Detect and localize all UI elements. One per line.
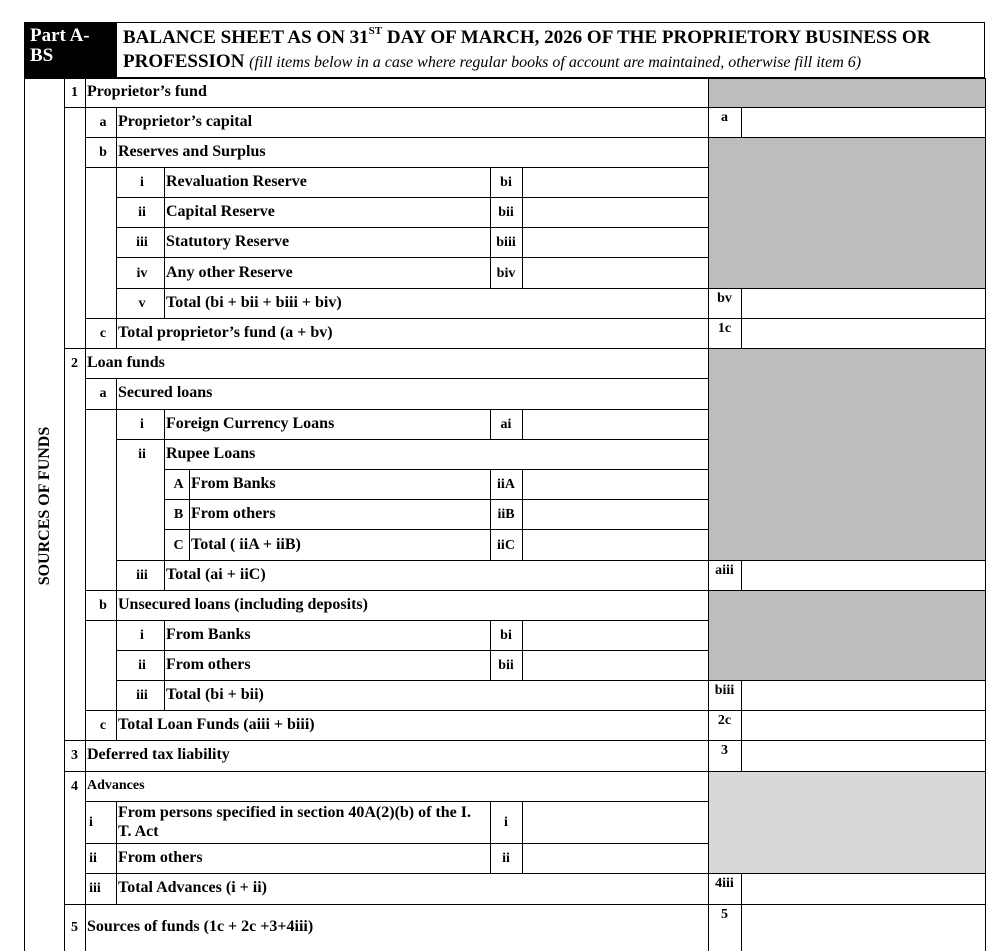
row-4i-num: i — [89, 815, 93, 830]
total-secured-loans-input[interactable] — [742, 561, 985, 590]
row-2aiii-code: aiii — [715, 563, 734, 578]
row-3-code: 3 — [721, 743, 728, 758]
row-1biv-label: Any other Reserve — [166, 264, 293, 281]
title-rest: DAY OF MARCH, 2026 OF THE PROPRIETORY BUSINESS OR PROFESSION — [123, 27, 931, 72]
row-2a-label: Secured loans — [118, 384, 213, 401]
rupee-loans-others-input[interactable] — [523, 500, 708, 529]
shaded-area-2b — [708, 591, 985, 681]
row-2bii-code: bii — [498, 658, 514, 673]
row-2c-label: Total Loan Funds (aiii + biii) — [118, 716, 315, 733]
row-1c-label: Total proprietor’s fund (a + bv) — [118, 324, 333, 341]
row-2aii-label: Rupee Loans — [166, 445, 256, 462]
row-4-label: Advances — [87, 778, 145, 793]
row-2aii-num: ii — [138, 447, 146, 462]
row-4-num: 4 — [71, 779, 78, 794]
title-note: (fill items below in a case where regular books of account are maintained, otherwise fill item 6) — [249, 54, 862, 71]
row-2aiiB-code: iiB — [497, 507, 515, 522]
row-2ai-label: Foreign Currency Loans — [166, 415, 335, 432]
row-2biii-label: Total (bi + bii) — [166, 686, 264, 703]
row-4i-code: i — [504, 815, 508, 830]
row-5-num: 5 — [71, 920, 78, 935]
shaded-area-1 — [708, 79, 985, 107]
row-1bii-label: Capital Reserve — [166, 203, 275, 220]
row-1bi-code: bi — [500, 175, 512, 190]
row-2bii-label: From others — [166, 656, 251, 673]
total-proprietors-fund-input[interactable] — [742, 319, 985, 348]
row-1bv-num: v — [138, 296, 146, 311]
title-superscript: ST — [368, 25, 383, 37]
total-unsecured-input[interactable] — [742, 681, 985, 710]
row-1biii-code: biii — [496, 235, 516, 250]
row-1biv-num: iv — [136, 266, 148, 281]
total-reserves-input[interactable] — [742, 289, 985, 318]
form-title — [117, 22, 985, 78]
row-1biii-num: iii — [136, 235, 148, 250]
row-1a-num: a — [99, 115, 107, 130]
row-2aiiA-num: A — [173, 477, 184, 492]
row-2aiii-label: Total (ai + iiC) — [166, 566, 266, 583]
row-1c-num: c — [99, 326, 107, 341]
shaded-area-4 — [708, 772, 985, 874]
row-4ii-num: ii — [89, 851, 97, 866]
proprietors-capital-input[interactable] — [742, 108, 985, 137]
row-2aiiA-code: iiA — [497, 477, 515, 492]
row-1bi-label: Revaluation Reserve — [166, 173, 307, 190]
row-1bi-num: i — [140, 175, 144, 190]
row-2biii-num: iii — [136, 688, 148, 703]
title-main: BALANCE SHEET AS ON 31 — [123, 27, 369, 48]
row-1b-num: b — [99, 145, 107, 160]
shaded-area-1b — [708, 138, 985, 288]
row-4iii-code: 4iii — [715, 876, 734, 891]
row-2aiiA-label: From Banks — [191, 475, 276, 492]
row-3-num: 3 — [71, 748, 78, 763]
total-loan-funds-input[interactable] — [742, 711, 985, 740]
row-2aiiB-num: B — [173, 507, 184, 522]
part-label — [24, 22, 117, 78]
row-2a-num: a — [99, 386, 107, 401]
deferred-tax-liability-input[interactable] — [742, 741, 985, 771]
row-1-num: 1 — [71, 85, 78, 100]
row-1bv-code: bv — [717, 291, 732, 306]
capital-reserve-input[interactable] — [523, 198, 708, 227]
row-2aiiC-num: C — [173, 538, 184, 553]
row-4i-label: From persons specified in section 40A(2)(b) of the I. T. Act — [118, 804, 472, 840]
row-4iii-num: iii — [89, 881, 101, 896]
sources-of-funds-label: SOURCES OF FUNDS — [36, 426, 53, 586]
row-1b-label: Reserves and Surplus — [118, 143, 266, 160]
row-2c-num: c — [99, 718, 107, 733]
unsecured-banks-input[interactable] — [523, 621, 708, 650]
row-1bii-num: ii — [138, 205, 146, 220]
shaded-area-2 — [708, 349, 985, 560]
row-4ii-label: From others — [118, 849, 203, 866]
row-1biii-label: Statutory Reserve — [166, 233, 290, 250]
row-2bi-num: i — [140, 628, 144, 643]
row-5-code: 5 — [721, 907, 728, 922]
row-2-num: 2 — [71, 356, 78, 371]
row-2b-label: Unsecured loans (including deposits) — [118, 596, 368, 613]
row-2bi-code: bi — [500, 628, 512, 643]
row-2bi-label: From Banks — [166, 626, 251, 643]
row-2-label: Loan funds — [87, 354, 165, 371]
row-2b-num: b — [99, 598, 107, 613]
advances-others-input[interactable] — [523, 844, 708, 873]
row-1biv-code: biv — [496, 266, 516, 281]
row-2aiiC-code: iiC — [497, 538, 515, 553]
unsecured-others-input[interactable] — [523, 651, 708, 680]
other-reserve-input[interactable] — [523, 258, 708, 288]
row-1a-label: Proprietor’s capital — [118, 113, 253, 130]
row-1bv-label: Total (bi + bii + biii + biv) — [166, 294, 342, 311]
row-1-label: Proprietor’s fund — [87, 83, 207, 100]
row-1a-code: a — [721, 110, 728, 125]
revaluation-reserve-input[interactable] — [523, 168, 708, 197]
row-2biii-code: biii — [714, 683, 735, 698]
advances-specified-persons-input[interactable] — [523, 802, 708, 843]
row-4ii-code: ii — [502, 851, 510, 866]
rupee-loans-total-input[interactable] — [523, 530, 708, 560]
row-2aiiB-label: From others — [191, 505, 276, 522]
row-4iii-label: Total Advances (i + ii) — [118, 879, 267, 896]
row-3-label: Deferred tax liability — [87, 746, 230, 763]
sources-of-funds-total-input[interactable] — [742, 905, 985, 951]
row-1bii-code: bii — [498, 205, 514, 220]
total-advances-input[interactable] — [742, 874, 985, 904]
row-2ai-num: i — [140, 417, 144, 432]
part-label-text: Part A-BS — [30, 25, 90, 66]
row-2aiiC-label: Total ( iiA + iiB) — [191, 536, 301, 553]
foreign-currency-loans-input[interactable] — [523, 410, 708, 439]
row-2ai-code: ai — [500, 417, 512, 432]
row-5-label: Sources of funds (1c + 2c +3+4iii) — [87, 918, 314, 935]
row-1c-code: 1c — [717, 321, 732, 336]
row-2bii-num: ii — [138, 658, 146, 673]
rupee-loans-banks-input[interactable] — [523, 470, 708, 499]
row-2aiii-num: iii — [136, 568, 148, 583]
statutory-reserve-input[interactable] — [523, 228, 708, 257]
row-2c-code: 2c — [717, 713, 732, 728]
